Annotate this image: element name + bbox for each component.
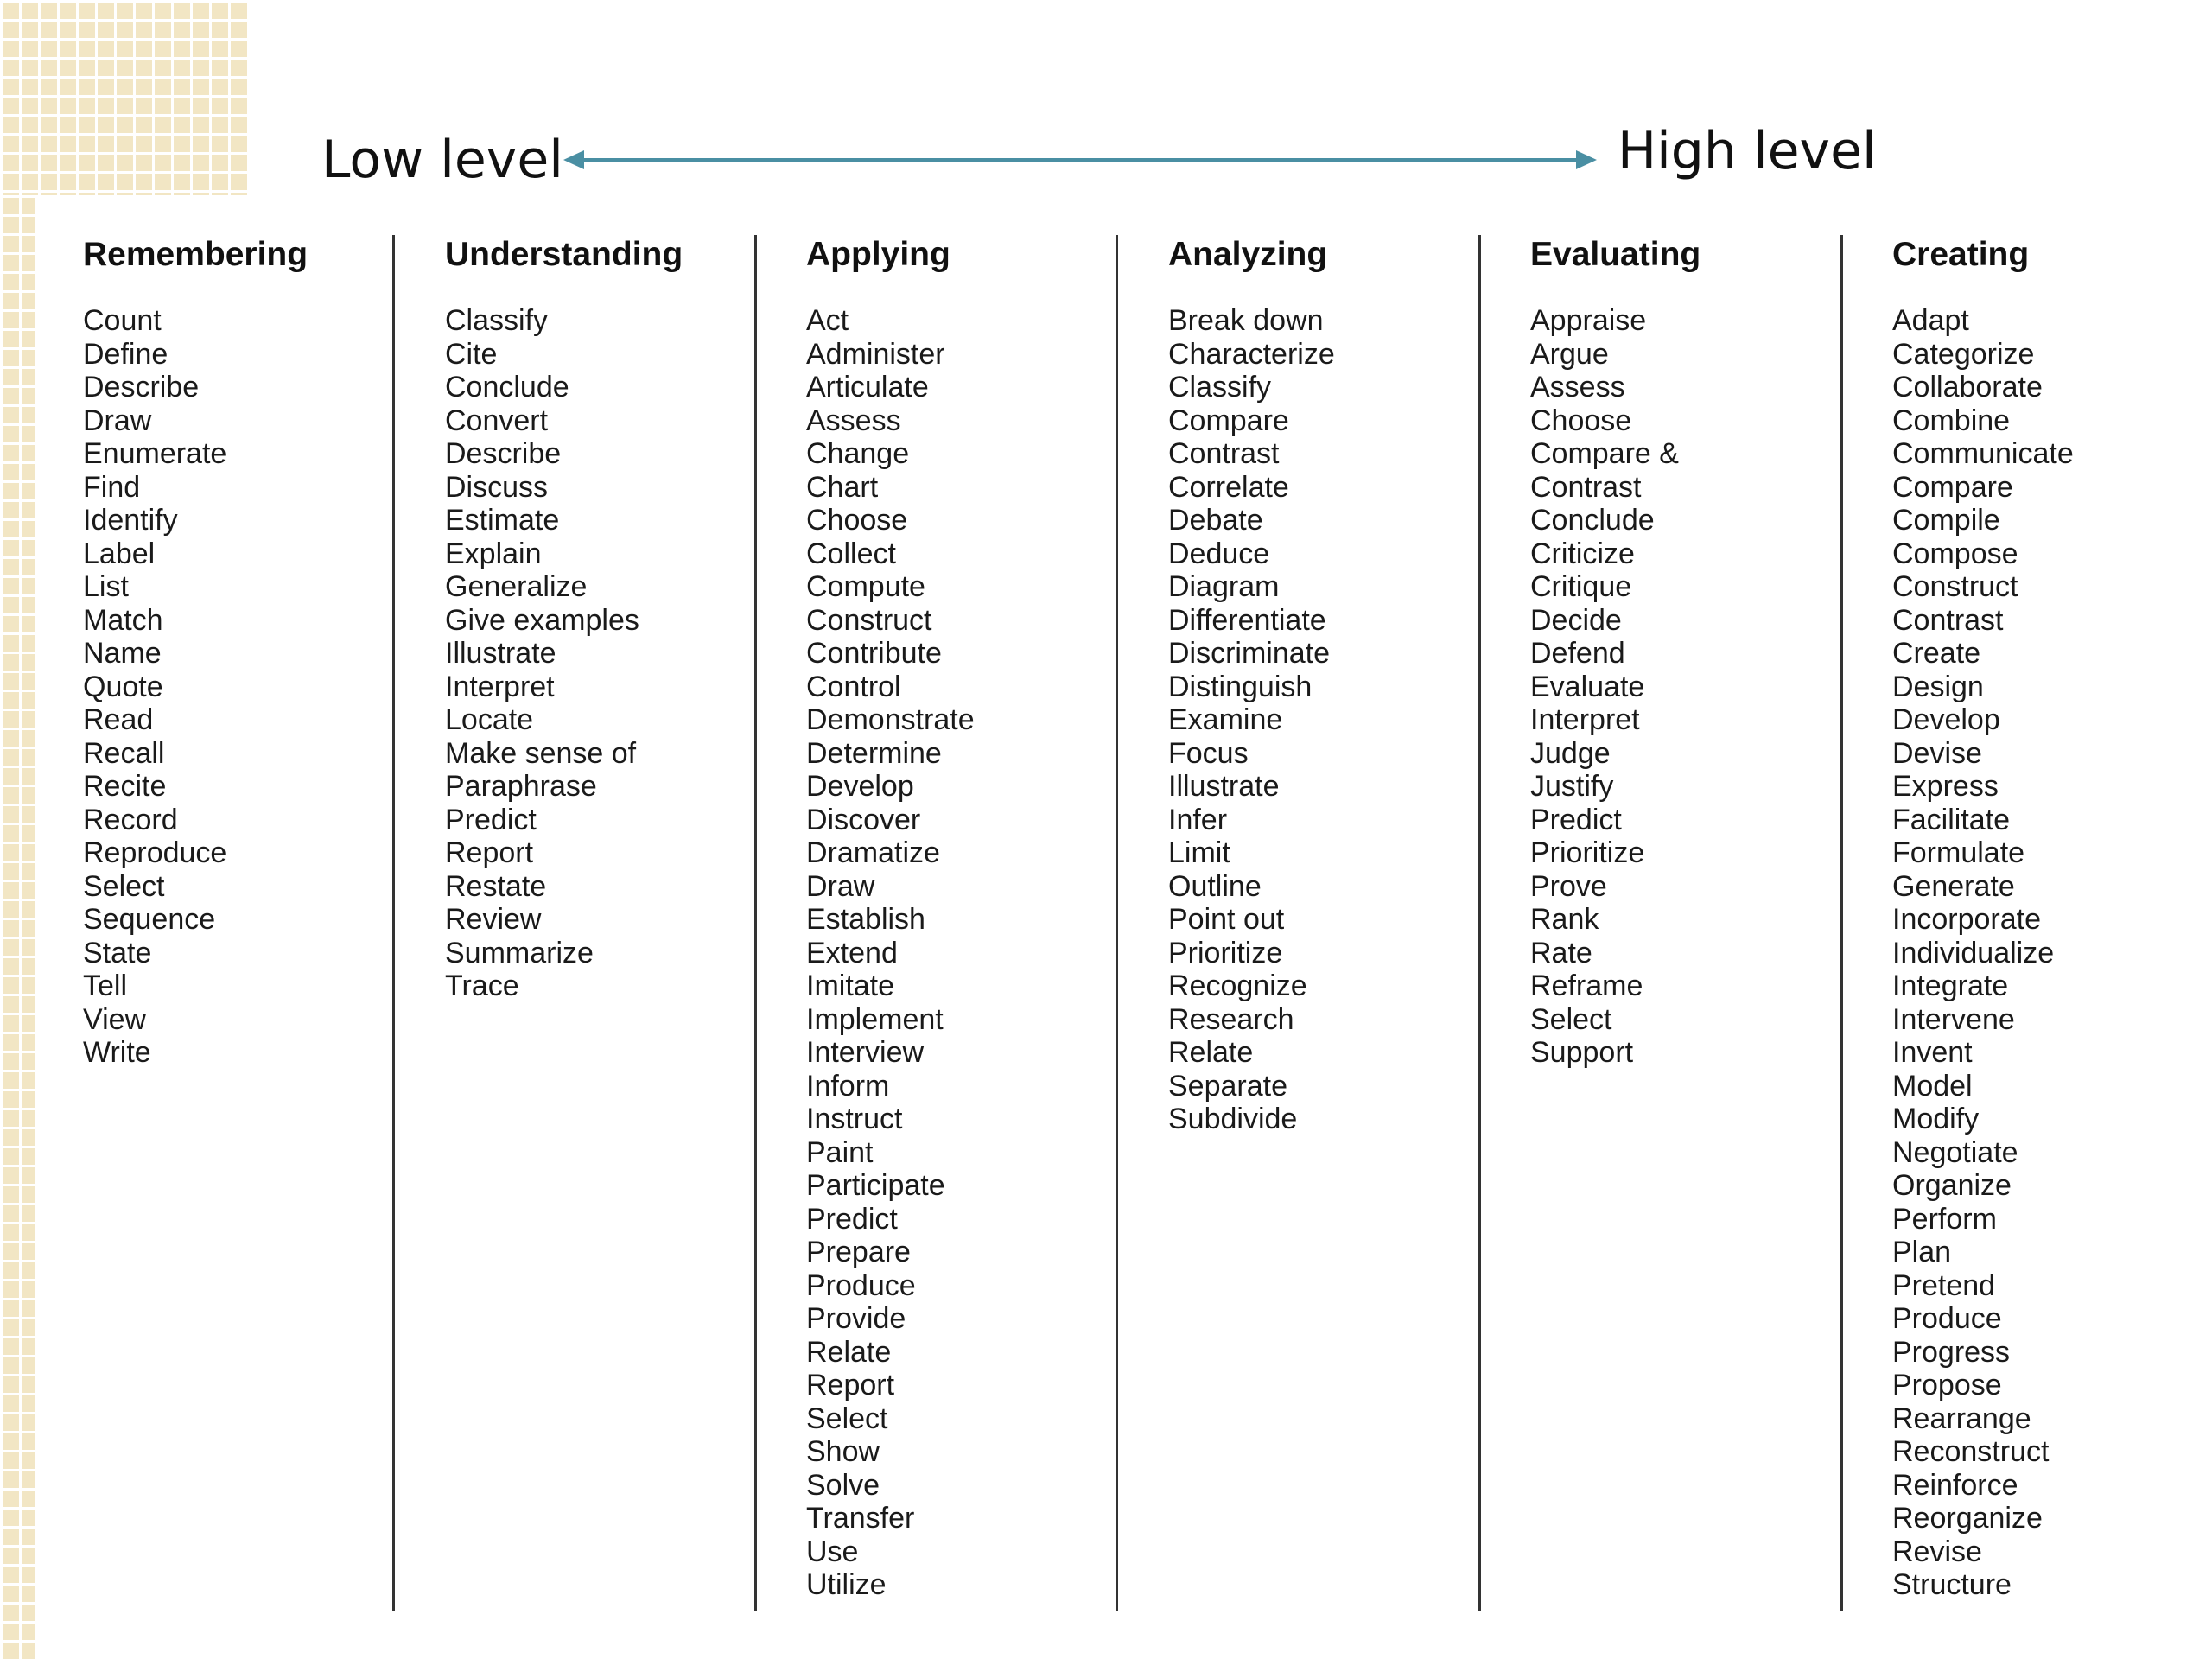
- verb-item: Convert: [445, 404, 549, 437]
- verb-item: State: [83, 936, 152, 969]
- verb-item: Contrast: [1530, 470, 1642, 504]
- verb-item: View: [83, 1002, 147, 1036]
- verb-item: Defend: [1530, 637, 1625, 670]
- verb-item: Facilitate: [1892, 803, 2011, 836]
- verb-item: Administer: [806, 337, 945, 371]
- verb-item: Compose: [1892, 537, 2018, 570]
- verb-item: Separate: [1168, 1069, 1287, 1103]
- verb-item: Propose: [1892, 1369, 2002, 1402]
- verb-item: Criticize: [1530, 537, 1635, 570]
- verb-item: Cite: [445, 337, 498, 371]
- column-creating: [1892, 235, 2212, 1602]
- verb-item: Incorporate: [1892, 903, 2041, 936]
- column-evaluating: [1530, 235, 1876, 1070]
- verb-item: Focus: [1168, 736, 1249, 770]
- column-header: Applying: [806, 236, 950, 273]
- verb-item: Transfer: [806, 1502, 915, 1535]
- verb-item: Organize: [1892, 1169, 2012, 1202]
- verb-item: Categorize: [1892, 337, 2035, 371]
- verb-item: Restate: [445, 869, 547, 903]
- verb-item: Collect: [806, 537, 896, 570]
- verb-item: Communicate: [1892, 437, 2074, 470]
- verb-item: Draw: [806, 869, 875, 903]
- verb-item: Evaluate: [1530, 670, 1645, 703]
- verb-item: Outline: [1168, 869, 1262, 903]
- verb-item: Diagram: [1168, 570, 1280, 603]
- verb-item: Record: [83, 803, 178, 836]
- verb-item: Prepare: [806, 1236, 911, 1268]
- verb-item: Create: [1892, 637, 1981, 670]
- verb-item: Match: [83, 603, 163, 637]
- verb-item: Generalize: [445, 570, 588, 603]
- verb-item: Describe: [445, 437, 562, 470]
- verb-item: Reorganize: [1892, 1502, 2043, 1535]
- column-applying: [806, 235, 1152, 1602]
- verb-item: Point out: [1168, 903, 1285, 936]
- verb-item: Debate: [1168, 504, 1263, 537]
- verb-item: Explain: [445, 537, 542, 570]
- verb-item: Deduce: [1168, 537, 1270, 570]
- verb-item: Design: [1892, 670, 1984, 703]
- verb-item: Reframe: [1530, 969, 1643, 1002]
- verb-item: Tell: [83, 969, 128, 1002]
- verb-item: Express: [1892, 770, 1999, 803]
- verb-item: Predict: [806, 1202, 898, 1236]
- verb-item: Interpret: [1530, 703, 1640, 736]
- column-remembering: [83, 235, 429, 1070]
- low-level-label: Low level: [321, 130, 563, 190]
- column-header: Evaluating: [1530, 236, 1701, 273]
- verb-item: Develop: [1892, 703, 2000, 736]
- verb-item: Sequence: [83, 903, 216, 936]
- verb-item: Revise: [1892, 1535, 1982, 1568]
- verb-item: Pretend: [1892, 1268, 1996, 1302]
- verb-item: Articulate: [806, 371, 929, 404]
- verb-item: Choose: [806, 504, 908, 537]
- verb-item: Inform: [806, 1069, 890, 1103]
- verb-item: Instruct: [806, 1103, 903, 1135]
- verb-item: Perform: [1892, 1202, 1997, 1236]
- verb-item: Structure: [1892, 1568, 2012, 1601]
- verb-item: Critique: [1530, 570, 1632, 603]
- verb-item: Recognize: [1168, 969, 1307, 1002]
- verb-item: Produce: [1892, 1302, 2002, 1335]
- verb-item: Read: [83, 703, 154, 736]
- verb-item: Assess: [806, 404, 901, 437]
- verb-item: Illustrate: [445, 637, 556, 670]
- verb-item: Dramatize: [806, 836, 940, 869]
- column-header: Creating: [1892, 236, 2030, 273]
- column-header: Understanding: [445, 236, 683, 273]
- verb-item: Name: [83, 637, 162, 670]
- verb-item: Decide: [1530, 603, 1622, 637]
- verb-item: Combine: [1892, 404, 2011, 437]
- verb-item: Compare: [1892, 470, 2013, 504]
- verb-item: Rearrange: [1892, 1402, 2031, 1435]
- verb-item: Label: [83, 537, 156, 570]
- verb-item: Define: [83, 337, 168, 371]
- decorative-pattern-top: [0, 0, 249, 195]
- column-header: Remembering: [83, 236, 308, 273]
- verb-item: Interpret: [445, 670, 555, 703]
- verb-item: List: [83, 570, 129, 603]
- verb-item: Negotiate: [1892, 1135, 2018, 1169]
- verb-item: Construct: [806, 603, 932, 637]
- verb-item: Break down: [1168, 304, 1324, 337]
- verb-item: Assess: [1530, 371, 1625, 404]
- verb-item: Relate: [806, 1335, 892, 1369]
- verb-item: Invent: [1892, 1036, 1973, 1069]
- verb-item: Compile: [1892, 504, 2000, 537]
- verb-item: Implement: [806, 1002, 944, 1036]
- verb-item: Compare: [1168, 404, 1289, 437]
- verb-item: Act: [806, 304, 849, 337]
- verb-item: Change: [806, 437, 910, 470]
- verb-item: Integrate: [1892, 969, 2009, 1002]
- verb-item: Prove: [1530, 869, 1607, 903]
- verb-item: Collaborate: [1892, 371, 2043, 404]
- verb-item: Contribute: [806, 637, 942, 670]
- verb-item: Estimate: [445, 504, 560, 537]
- verb-item: Discuss: [445, 470, 549, 504]
- verb-item: Adapt: [1892, 304, 1969, 337]
- verb-item: Extend: [806, 936, 898, 969]
- verb-item: Interview: [806, 1036, 925, 1069]
- verb-item: Infer: [1168, 803, 1228, 836]
- verb-item: Recite: [83, 770, 167, 803]
- verb-item: Select: [1530, 1002, 1612, 1036]
- high-level-label: High level: [1618, 121, 1877, 181]
- verb-item: Construct: [1892, 570, 2018, 603]
- verb-list: [1168, 304, 1514, 1136]
- verb-item: Use: [806, 1535, 859, 1568]
- verb-item: Paraphrase: [445, 770, 597, 803]
- verb-item: Judge: [1530, 736, 1611, 770]
- verb-item: Draw: [83, 404, 152, 437]
- verb-item: Characterize: [1168, 337, 1335, 371]
- verb-item: Devise: [1892, 736, 1982, 770]
- verb-list: [1892, 304, 2212, 1602]
- verb-item: Formulate: [1892, 836, 2025, 869]
- verb-item: Contrast: [1168, 437, 1280, 470]
- verb-item: Prioritize: [1168, 936, 1283, 969]
- double-arrow-icon: [562, 143, 1599, 177]
- verb-item: Classify: [445, 304, 549, 337]
- verb-item: Conclude: [445, 371, 569, 404]
- verb-item: Appraise: [1530, 304, 1647, 337]
- verb-item: Count: [83, 304, 162, 337]
- verb-item: Find: [83, 470, 141, 504]
- verb-item: Discriminate: [1168, 637, 1331, 670]
- verb-item: Recall: [83, 736, 165, 770]
- verb-item: Produce: [806, 1268, 916, 1302]
- verb-item: Compare &: [1530, 437, 1679, 470]
- verb-item: Discover: [806, 803, 921, 836]
- verb-item: Progress: [1892, 1335, 2011, 1369]
- verb-item: Chart: [806, 470, 879, 504]
- verb-item: Reinforce: [1892, 1468, 2018, 1502]
- verb-item: Illustrate: [1168, 770, 1280, 803]
- verb-item: Participate: [806, 1169, 945, 1202]
- verb-item: Modify: [1892, 1103, 1980, 1135]
- verb-list: [83, 304, 429, 1070]
- verb-item: Summarize: [445, 936, 594, 969]
- column-understanding: [445, 235, 791, 1003]
- verb-item: Report: [445, 836, 534, 869]
- verb-item: Quote: [83, 670, 163, 703]
- verb-item: Utilize: [806, 1568, 887, 1601]
- verb-item: Develop: [806, 770, 914, 803]
- verb-item: Argue: [1530, 337, 1609, 371]
- verb-item: Paint: [806, 1135, 874, 1169]
- verb-item: Classify: [1168, 371, 1272, 404]
- verb-item: Trace: [445, 969, 519, 1002]
- verb-item: Distinguish: [1168, 670, 1313, 703]
- verb-item: Write: [83, 1036, 151, 1069]
- verb-item: Model: [1892, 1069, 1973, 1103]
- verb-item: Justify: [1530, 770, 1614, 803]
- verb-item: Individualize: [1892, 936, 2055, 969]
- verb-item: Subdivide: [1168, 1103, 1298, 1135]
- verb-item: Select: [83, 869, 165, 903]
- verb-item: Correlate: [1168, 470, 1289, 504]
- column-header: Analyzing: [1168, 236, 1328, 273]
- verb-item: Reproduce: [83, 836, 227, 869]
- verb-item: Control: [806, 670, 901, 703]
- verb-item: Differentiate: [1168, 603, 1326, 637]
- verb-item: Choose: [1530, 404, 1632, 437]
- verb-item: Rank: [1530, 903, 1599, 936]
- verb-item: Review: [445, 903, 542, 936]
- verb-list: [806, 304, 1152, 1602]
- verb-list: [445, 304, 791, 1003]
- verb-item: Give examples: [445, 603, 639, 637]
- verb-item: Support: [1530, 1036, 1634, 1069]
- verb-item: Reconstruct: [1892, 1435, 2050, 1468]
- verb-item: Generate: [1892, 869, 2015, 903]
- verb-item: Plan: [1892, 1236, 1952, 1268]
- verb-item: Select: [806, 1402, 888, 1435]
- verb-item: Research: [1168, 1002, 1294, 1036]
- verb-item: Relate: [1168, 1036, 1254, 1069]
- verb-item: Predict: [445, 803, 537, 836]
- verb-item: Make sense of: [445, 736, 637, 770]
- verb-item: Contrast: [1892, 603, 2004, 637]
- verb-item: Predict: [1530, 803, 1622, 836]
- verb-item: Solve: [806, 1468, 880, 1502]
- verb-item: Prioritize: [1530, 836, 1645, 869]
- verb-item: Identify: [83, 504, 178, 537]
- verb-item: Limit: [1168, 836, 1230, 869]
- decorative-pattern-left: [0, 195, 35, 1659]
- verb-item: Determine: [806, 736, 942, 770]
- verb-item: Compute: [806, 570, 925, 603]
- verb-item: Locate: [445, 703, 534, 736]
- verb-item: Enumerate: [83, 437, 227, 470]
- verb-item: Describe: [83, 371, 200, 404]
- column-analyzing: [1168, 235, 1514, 1136]
- verb-item: Rate: [1530, 936, 1592, 969]
- verb-item: Report: [806, 1369, 895, 1402]
- verb-item: Imitate: [806, 969, 895, 1002]
- verb-item: Provide: [806, 1302, 906, 1335]
- verb-item: Intervene: [1892, 1002, 2015, 1036]
- verb-item: Examine: [1168, 703, 1283, 736]
- verb-item: Establish: [806, 903, 925, 936]
- verb-item: Conclude: [1530, 504, 1655, 537]
- verb-list: [1530, 304, 1876, 1070]
- verb-item: Demonstrate: [806, 703, 975, 736]
- verb-item: Show: [806, 1435, 880, 1468]
